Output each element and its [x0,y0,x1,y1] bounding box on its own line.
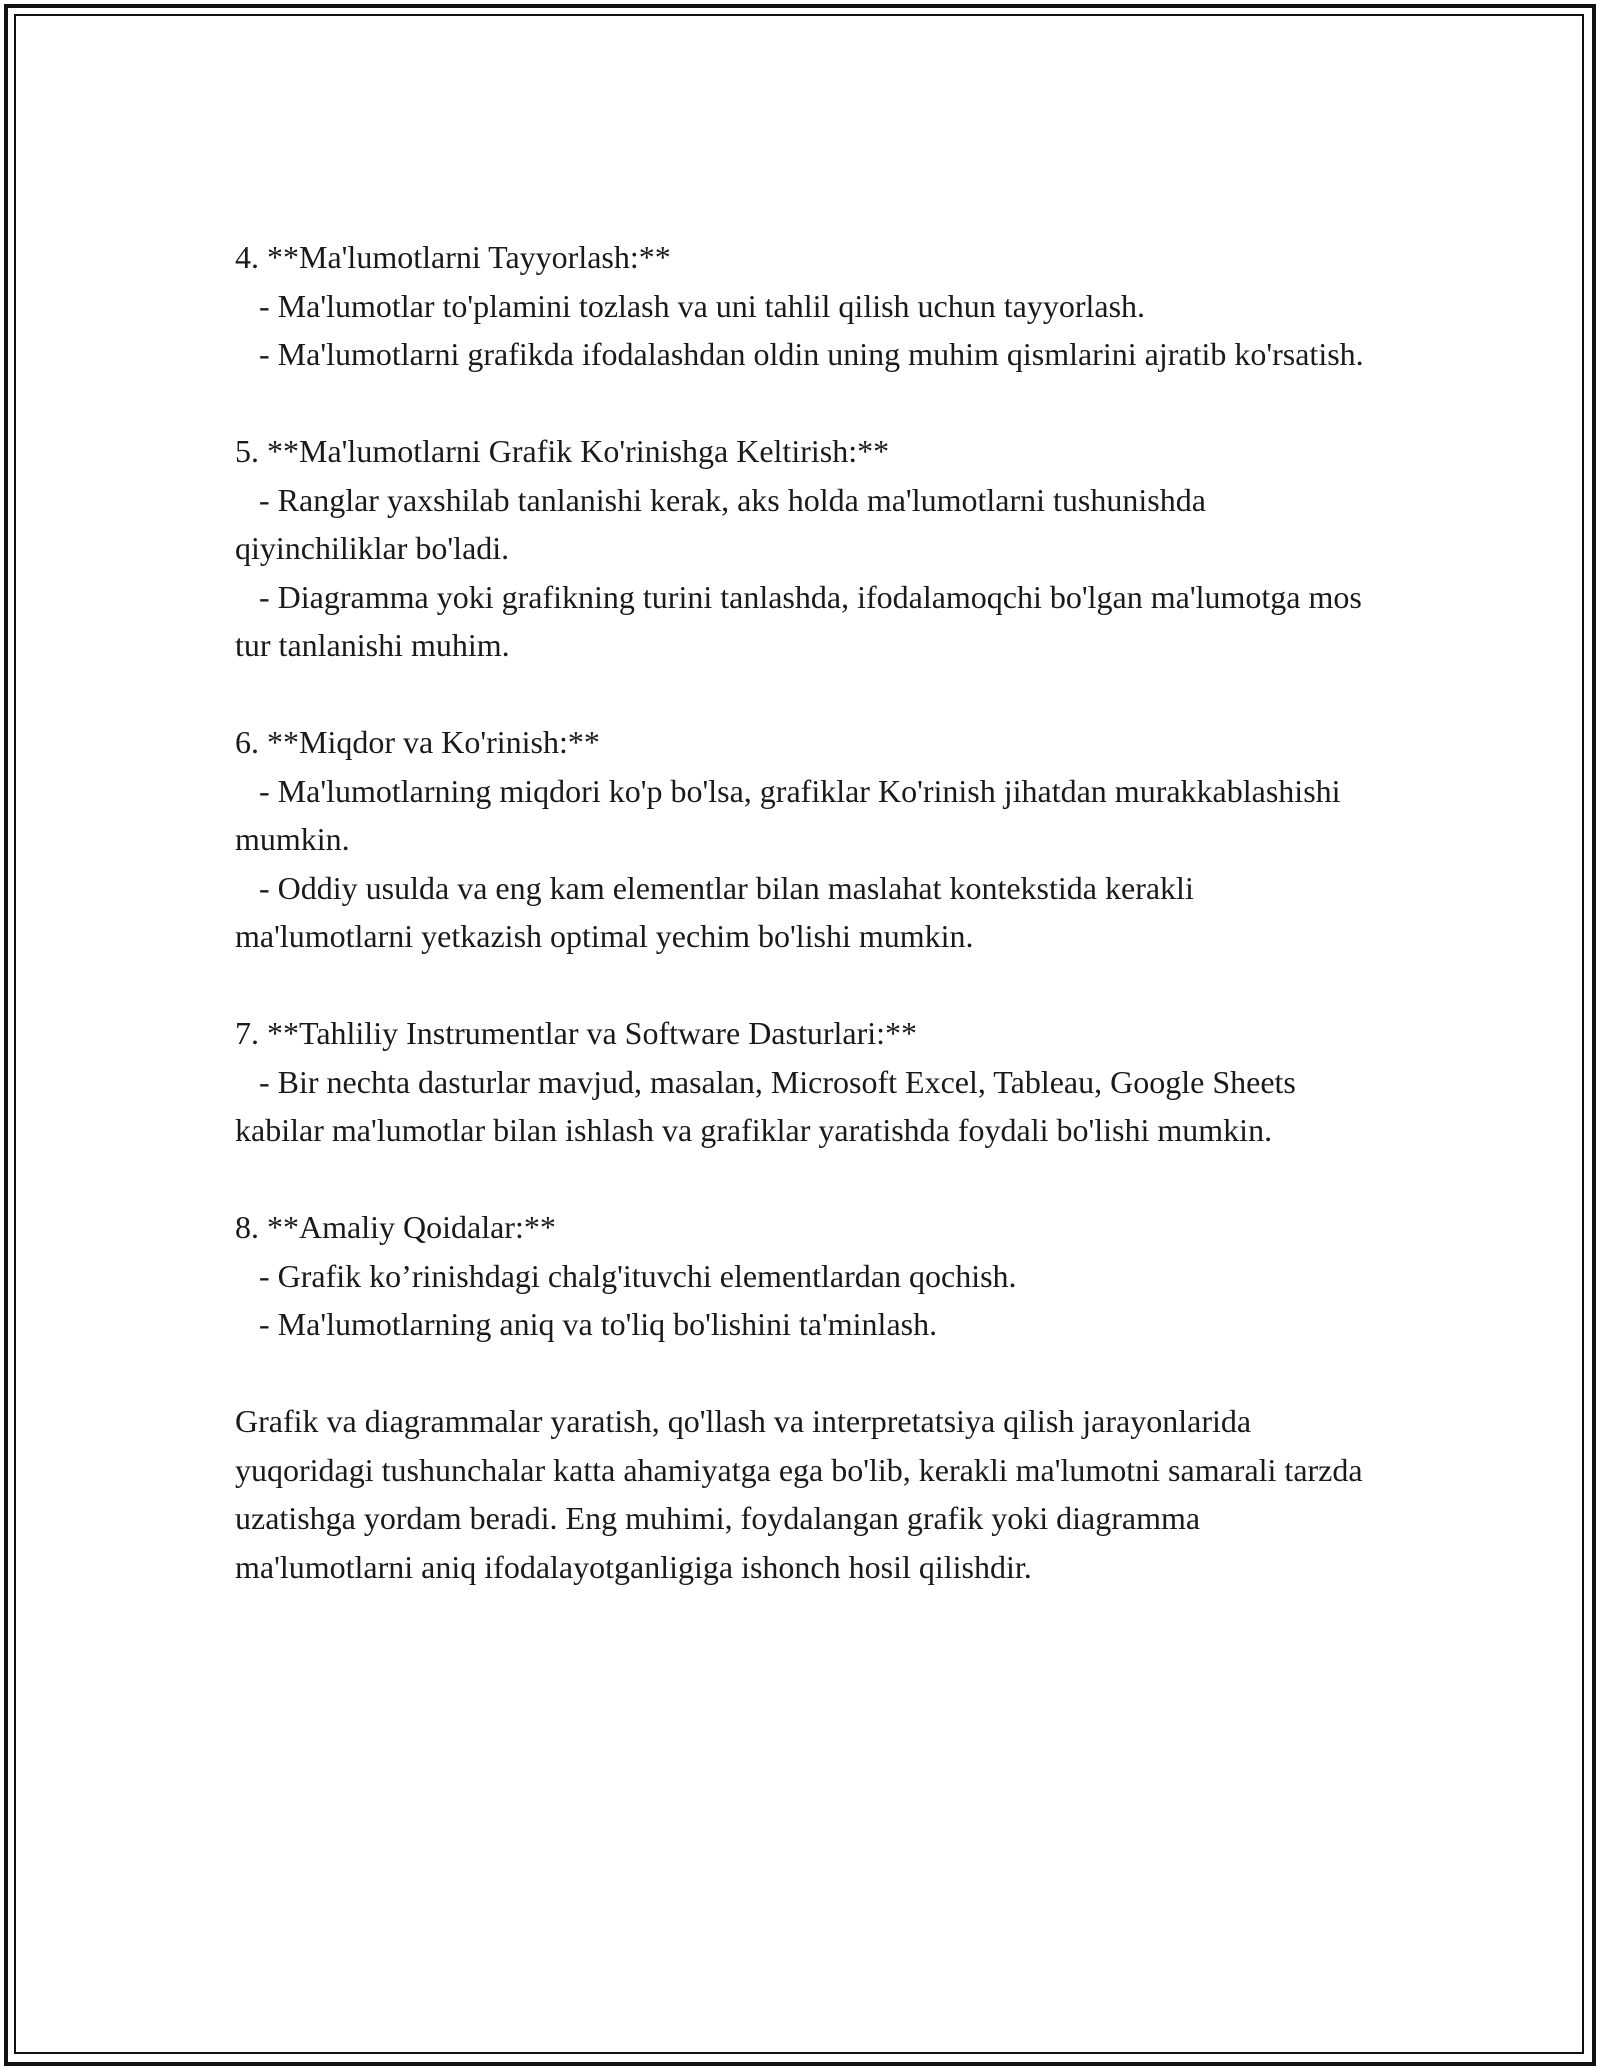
bullet-item: - Ma'lumotlar to'plamini tozlash va uni tahlil qilish uchun tayyorlash. [235,287,1146,324]
section-heading: 8. **Amaliy Qoidalar:** [235,1209,556,1245]
bullet-item: - Ma'lumotlarning miqdori ko'p bo'lsa, grafiklar Ko'rinish jihatdan murakkablashishi mumkin. [235,772,1349,857]
bullet-item: - Ma'lumotlarning aniq va to'liq bo'lishini ta'minlash. [235,1306,938,1342]
section-4 [235,233,1365,379]
conclusion-paragraph: Grafik va diagrammalar yaratish, qo'llash va interpretatsiya qilish jarayonlarida yuqoridagi tushunchalar katta ahamiyatga ega bo'lib, kerakli ma'lumotni samarali tarzda uzatishga yordam beradi. Eng muhimi, foydalangan grafik yoki diagramma ma'lumotlarni aniq ifodalayotganligiga ishonch hosil qilishdir. [235,1403,1363,1585]
section-7 [235,1009,1365,1155]
bullet-item: - Ranglar yaxshilab tanlanishi kerak, aks holda ma'lumotlarni tushunishda qiyinchiliklar bo'ladi. [235,481,1214,566]
bullet-item: - Ma'lumotlarni grafikda ifodalashdan oldin uning muhim qismlarini ajratib ko'rsatish. [235,336,1364,372]
bullet-item: - Bir nechta dasturlar mavjud, masalan, Microsoft Excel, Tableau, Google Sheets kabilar ma'lumotlar bilan ishlash va grafiklar yaratishda foydali bo'lishi mumkin. [235,1063,1304,1148]
section-heading: 6. **Miqdor va Ko'rinish:** [235,724,600,760]
bullet-item: - Grafik ko’rinishdagi chalg'ituvchi elementlardan qochish. [235,1257,1017,1294]
section-heading: 4. **Ma'lumotlarni Tayyorlash:** [235,239,671,275]
section-heading: 5. **Ma'lumotlarni Grafik Ko'rinishga Keltirish:** [235,433,890,469]
section-heading: 7. **Tahliliy Instrumentlar va Software Dasturlari:** [235,1015,918,1051]
section-8 [235,1203,1365,1349]
bullet-item: - Oddiy usulda va eng kam elementlar bilan maslahat kontekstida kerakli ma'lumotlarni yetkazish optimal yechim bo'lishi mumkin. [235,869,1202,954]
document-body [235,233,1370,1591]
section-5 [235,427,1370,670]
bullet-item: - Diagramma yoki grafikning turini tanlashda, ifodalamoqchi bo'lgan ma'lumotga mos tur tanlanishi muhim. [235,578,1370,663]
section-6 [235,718,1365,961]
